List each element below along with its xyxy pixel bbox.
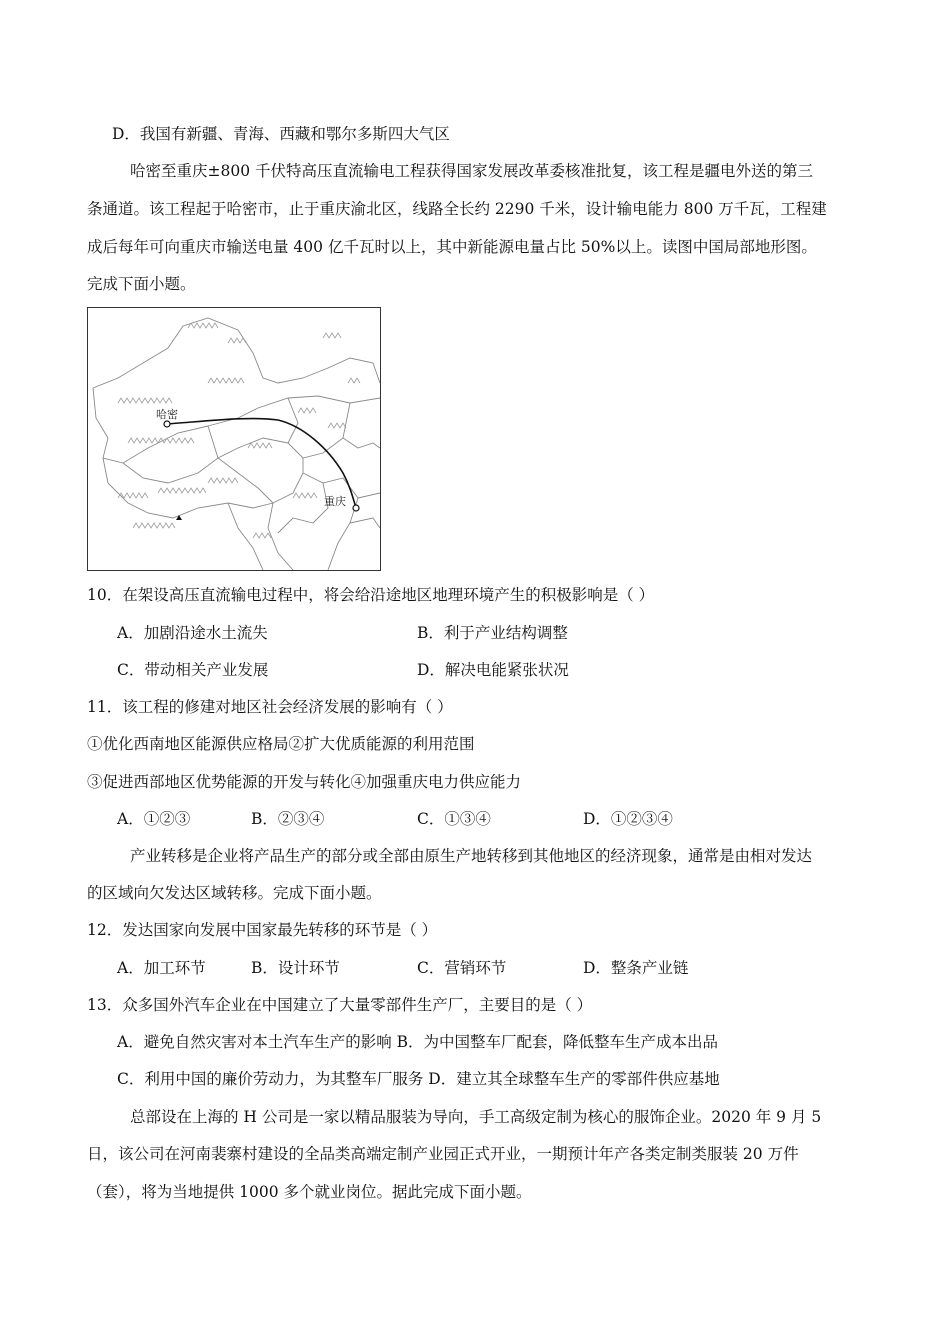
peak-marker: [176, 515, 182, 520]
question-stem: 12．发达国家向发展中国家最先转移的环节是（ ）: [87, 921, 438, 939]
option-a: A．加工环节: [117, 959, 206, 977]
option-d: D．解决电能紧张状况: [417, 661, 569, 679]
province-borders: [93, 318, 380, 570]
option-a: A．加剧沿途水土流失: [117, 624, 268, 642]
passage-line: 条通道。该工程起于哈密市，止于重庆渝北区，线路全长约 2290 千米，设计输电能力 800 万千瓦，工程建: [87, 200, 827, 218]
question-stem: 13．众多国外汽车企业在中国建立了大量零部件生产厂，主要目的是（ ）: [87, 996, 593, 1014]
options-row-cd: C．利用中国的廉价劳动力，为其整车厂服务 D．建立其全球整车生产的零部件供应基地: [117, 1070, 720, 1088]
question-items: ③促进西部地区优势能源的开发与转化④加强重庆电力供应能力: [87, 773, 522, 791]
option-c: C．营销环节: [417, 959, 507, 977]
prev-question-option-d: D．我国有新疆、青海、西藏和鄂尔多斯四大气区: [112, 125, 450, 143]
map-drawing: [88, 308, 380, 570]
option-d: D．①②③④: [583, 810, 673, 828]
city-label-chongqing: 重庆: [324, 495, 346, 508]
passage-line: （套），将为当地提供 1000 多个就业岗位。据此完成下面小题。: [87, 1183, 532, 1201]
passage-line: 成后每年可向重庆市输送电量 400 亿千瓦时以上，其中新能源电量占比 50%以上。读图中国局部地形图。: [87, 238, 817, 256]
city-label-hami: 哈密: [156, 408, 178, 421]
passage-line: 哈密至重庆±800 千伏特高压直流输电工程获得国家发展改革委核准批复，该工程是疆电外送的第三: [130, 162, 814, 180]
option-b: B．设计环节: [251, 959, 340, 977]
option-a: A．①②③: [117, 810, 191, 828]
option-b: B．利于产业结构调整: [417, 624, 568, 642]
passage-line: 产业转移是企业将产品生产的部分或全部由原生产地转移到其他地区的经济现象，通常是由相对发达: [130, 847, 813, 865]
option-c: C．①③④: [417, 810, 491, 828]
question-stem: 10．在架设高压直流输电过程中，将会给沿途地区地理环境产生的积极影响是（ ）: [87, 586, 655, 604]
question-stem: 11．该工程的修建对地区社会经济发展的影响有（ ）: [87, 698, 453, 716]
option-d: D．整条产业链: [583, 959, 689, 977]
option-b: B．②③④: [251, 810, 325, 828]
passage-line: 的区域向欠发达区域转移。完成下面小题。: [87, 884, 382, 902]
passage-line: 总部设在上海的 H 公司是一家以精品服装为导向，手工高级定制为核心的服饰企业。2020 年 9 月 5: [130, 1108, 822, 1126]
options-row-ab: A．避免自然灾害对本土汽车生产的影响 B．为中国整车厂配套，降低整车生产成本出品: [117, 1033, 719, 1051]
passage-line: 完成下面小题。: [87, 275, 196, 293]
option-c: C．带动相关产业发展: [117, 661, 269, 679]
passage-line: 日，该公司在河南裴寨村建设的全品类高端定制产业园正式开业，一期预计年产各类定制类服装 20 万件: [87, 1145, 799, 1163]
china-terrain-map: [87, 307, 381, 571]
chongqing-point: [353, 505, 359, 511]
question-items: ①优化西南地区能源供应格局②扩大优质能源的利用范围: [87, 735, 475, 753]
